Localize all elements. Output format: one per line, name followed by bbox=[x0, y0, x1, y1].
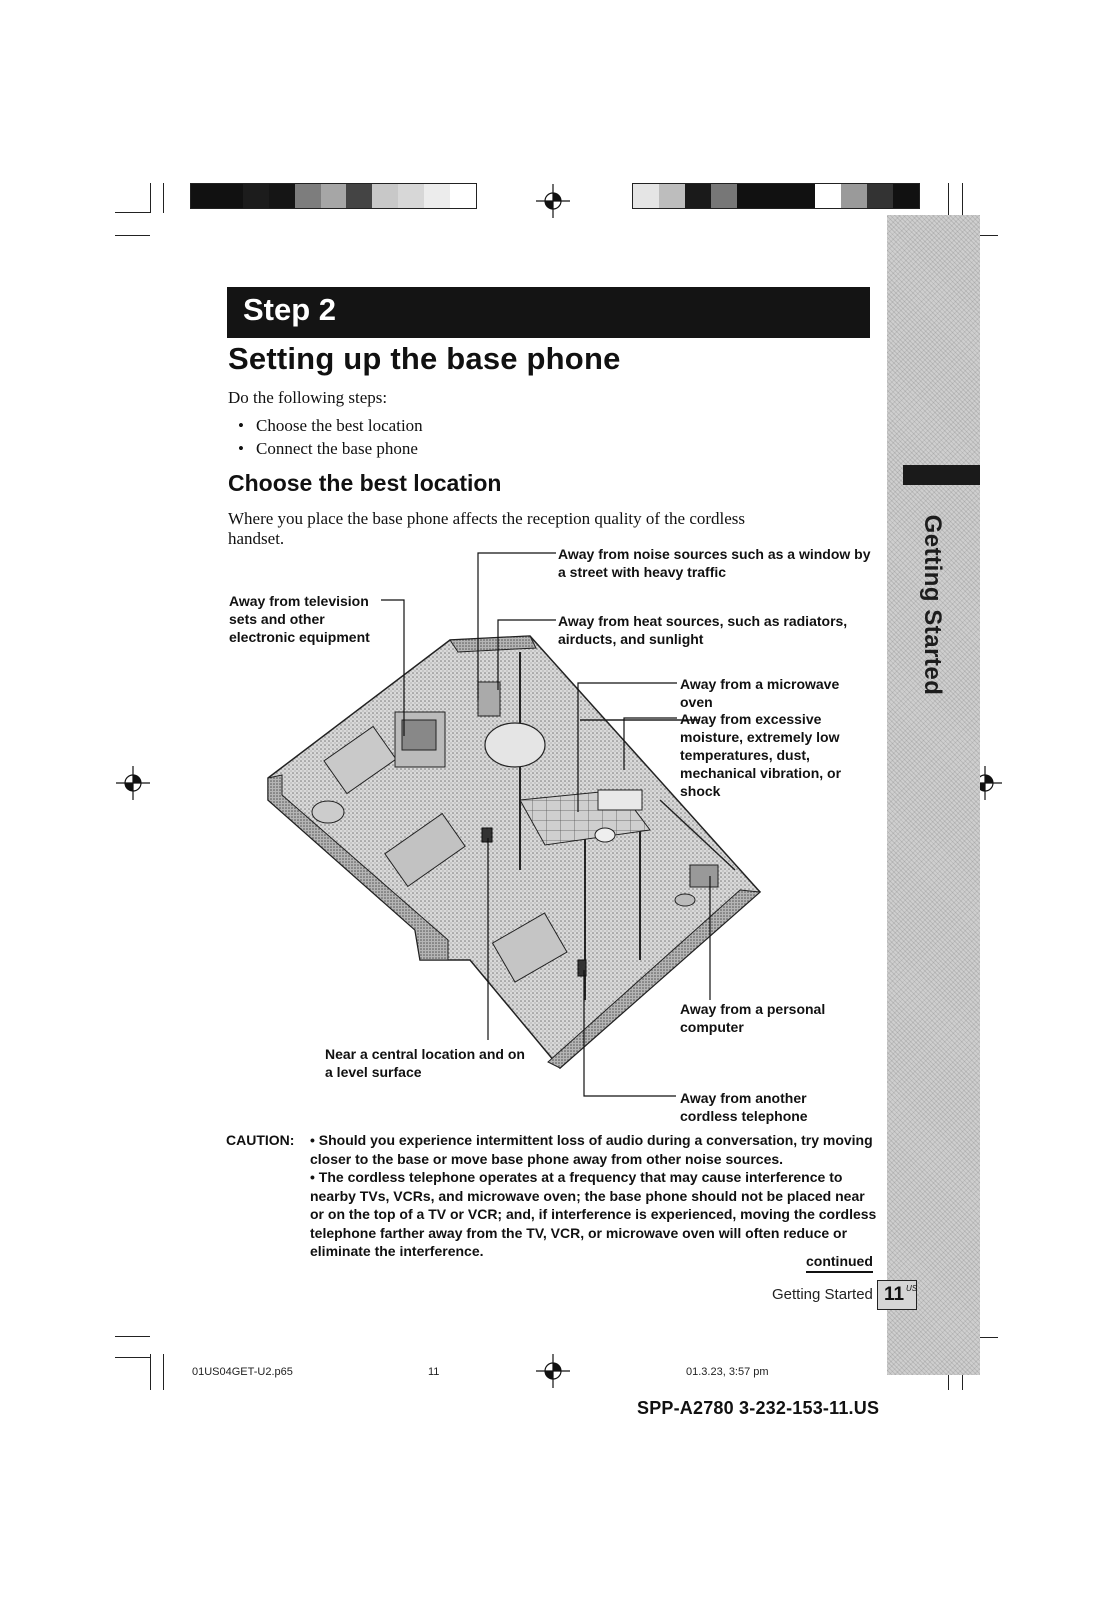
callout-television: Away from television sets and other electronic equipment bbox=[229, 593, 370, 645]
callout-heat: Away from heat sources, such as radiators, airducts, and sunlight bbox=[558, 613, 848, 647]
caution-body bbox=[310, 1131, 880, 1261]
page-suffix: US bbox=[906, 1284, 918, 1293]
callout-central: Near a central location and on a level surface bbox=[325, 1046, 525, 1080]
page-number: 11 bbox=[884, 1284, 905, 1305]
caution-item: • The cordless telephone operates at a frequency that may cause interference to nearby TVs, VCRs, and microwave oven; the base phone should not be placed near or on the top of a TV or VCR; and, if interference is experienced, moving the cordless telephone farther away from the TV, VCR, or microwave oven will often reduce or eliminate the interference. bbox=[310, 1169, 877, 1259]
caution-item: • Should you experience intermittent loss of audio during a conversation, try moving closer to the base or move base phone away from other noise sources. bbox=[310, 1132, 873, 1167]
continued-label: continued bbox=[806, 1253, 873, 1273]
intro-text: Do the following steps: bbox=[228, 388, 388, 407]
footer-section-name: Getting Started bbox=[772, 1286, 873, 1303]
model-number: SPP-A2780 3-232-153-11.US bbox=[637, 1398, 880, 1418]
list-item: • Choose the best location bbox=[238, 414, 423, 437]
list-item: • Connect the base phone bbox=[238, 437, 423, 460]
step-label: Step 2 bbox=[243, 292, 337, 327]
section-title: Choose the best location bbox=[228, 470, 502, 496]
slug-file: 01US04GET-U2.p65 bbox=[192, 1366, 293, 1378]
callout-computer: Away from a personal computer bbox=[680, 1001, 826, 1035]
slug-date: 01.3.23, 3:57 pm bbox=[686, 1366, 769, 1378]
callout-noise: Away from noise sources such as a window by a street with heavy traffic bbox=[558, 546, 871, 580]
caution-label: CAUTION: bbox=[226, 1132, 295, 1148]
section-paragraph: Where you place the base phone affects the reception quality of the cordless handset. bbox=[228, 509, 746, 548]
page-title: Setting up the base phone bbox=[228, 341, 621, 376]
callout-cordless: Away from another cordless telephone bbox=[680, 1090, 808, 1124]
page-number-box bbox=[877, 1280, 917, 1310]
side-tab-label: Getting Started bbox=[919, 514, 946, 696]
slug-page: 11 bbox=[428, 1366, 440, 1378]
callout-moisture: Away from excessive moisture, extremely low temperatures, dust, mechanical vibration, or shock bbox=[680, 711, 842, 799]
callout-microwave: Away from a microwave oven bbox=[680, 676, 840, 710]
